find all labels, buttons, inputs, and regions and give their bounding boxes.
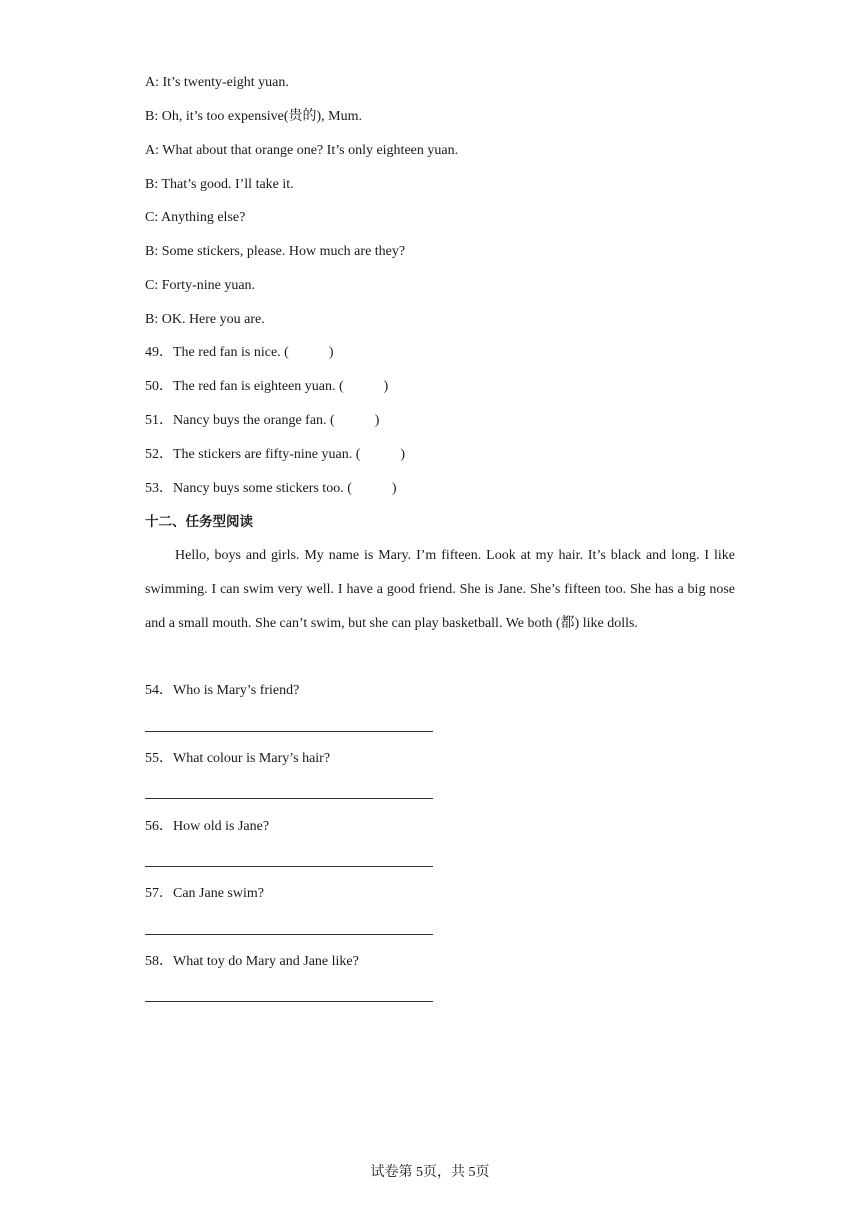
question-text: The red fan is eighteen yuan. ( xyxy=(173,379,344,394)
question-number: 52． xyxy=(145,447,173,462)
dialogue-line: C: Forty-nine yuan. xyxy=(145,278,256,293)
dialogue-line: B: Some stickers, please. How much are they? xyxy=(145,244,406,259)
question-text: Who is Mary’s friend? xyxy=(173,683,300,698)
question-number: 50． xyxy=(145,379,173,394)
dialogue-line: A: What about that orange one? It’s only eighteen yuan. xyxy=(145,143,459,158)
question-text: The stickers are fifty-nine yuan. ( xyxy=(173,447,361,462)
dialogue-line: C: Anything else? xyxy=(145,210,246,225)
question-number: 57． xyxy=(145,886,173,901)
question-text: What toy do Mary and Jane like? xyxy=(173,954,359,969)
question-close: ) xyxy=(374,413,380,428)
question-number: 55． xyxy=(145,751,173,766)
question-number: 54． xyxy=(145,683,173,698)
answer-line[interactable] xyxy=(145,934,433,935)
question-text: How old is Jane? xyxy=(173,819,270,834)
question-text: Nancy buys some stickers too. ( xyxy=(173,481,352,496)
question-text: Can Jane swim? xyxy=(173,886,264,901)
dialogue-line: B: That’s good. I’ll take it. xyxy=(145,177,294,192)
tf-question xyxy=(145,480,397,498)
section-title: 十二、任务型阅读 xyxy=(145,514,253,530)
dialogue-line: B: Oh, it’s too expensive(贵的), Mum. xyxy=(145,109,362,124)
page-footer: 试卷第 5页，共 5页 xyxy=(370,1165,490,1180)
question-text: What colour is Mary’s hair? xyxy=(173,751,331,766)
dialogue-line: B: OK. Here you are. xyxy=(145,312,265,327)
open-question xyxy=(145,818,269,836)
question-number: 58． xyxy=(145,954,173,969)
question-close: ) xyxy=(391,481,397,496)
open-question xyxy=(145,750,330,768)
answer-line[interactable] xyxy=(145,798,433,799)
passage-text: Hello, boys and girls. My name is Mary. I’m fifteen. Look at my hair. It’s black and long. I like swimming. I can swim very well. I have a good friend. She is Jane. She’s fifteen too. She has a big nose and a small mouth. She can’t swim, but she can play basketball. We both (都) like dolls. xyxy=(145,548,735,631)
open-question xyxy=(145,953,359,971)
answer-line[interactable] xyxy=(145,1001,433,1002)
reading-passage xyxy=(145,539,735,641)
dialogue-line: A: It’s twenty-eight yuan. xyxy=(145,75,289,90)
question-number: 53． xyxy=(145,481,173,496)
question-number: 56． xyxy=(145,819,173,834)
tf-question xyxy=(145,378,388,396)
tf-question xyxy=(145,446,405,464)
question-number: 49． xyxy=(145,345,173,360)
question-number: 51． xyxy=(145,413,173,428)
open-question xyxy=(145,682,299,700)
question-text: The red fan is nice. ( xyxy=(173,345,289,360)
question-text: Nancy buys the orange fan. ( xyxy=(173,413,335,428)
answer-line[interactable] xyxy=(145,866,433,867)
question-close: ) xyxy=(383,379,389,394)
tf-question xyxy=(145,344,334,362)
question-close: ) xyxy=(328,345,334,360)
open-question xyxy=(145,885,264,903)
question-close: ) xyxy=(400,447,406,462)
answer-line[interactable] xyxy=(145,731,433,732)
tf-question xyxy=(145,412,379,430)
